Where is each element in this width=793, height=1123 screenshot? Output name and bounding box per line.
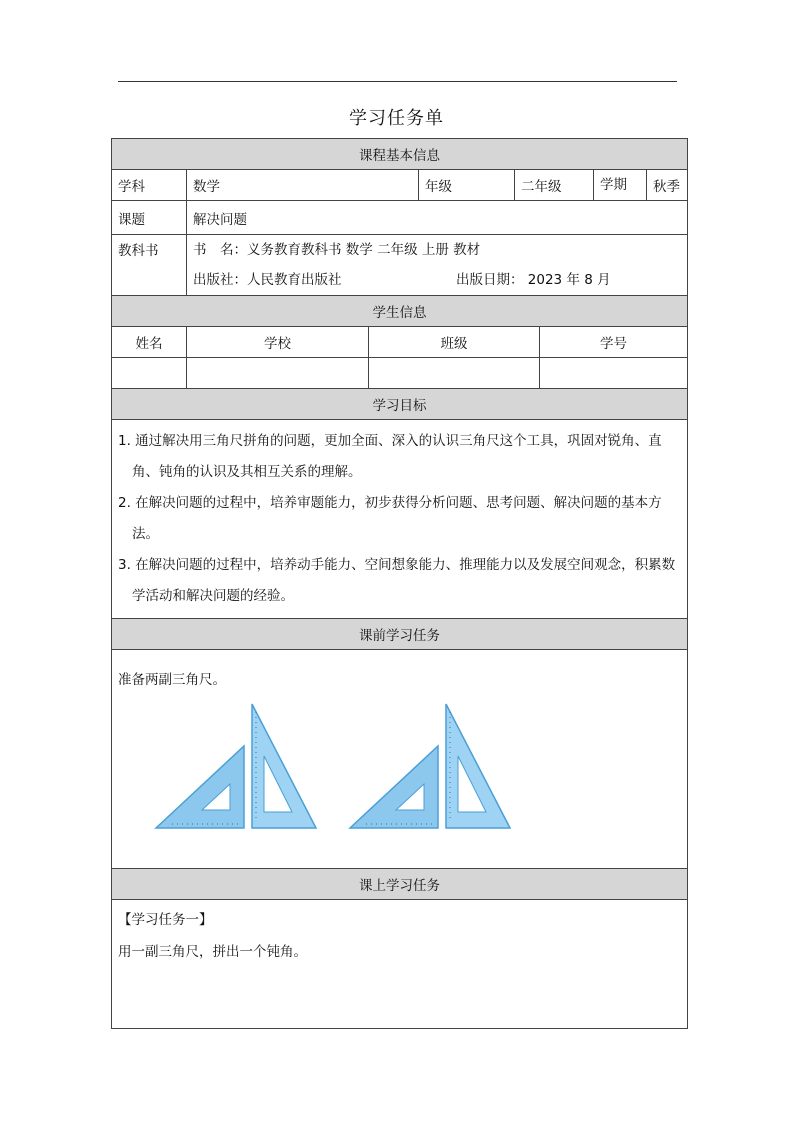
goals-list xyxy=(112,420,688,619)
class-task-cell xyxy=(112,900,688,1029)
term-cell xyxy=(594,170,688,201)
subject-label: 学科 xyxy=(112,170,187,201)
section-header-student: 学生信息 xyxy=(112,296,688,327)
topic-value: 解决问题 xyxy=(187,201,688,235)
pre-task-row xyxy=(112,650,688,869)
document-title: 学习任务单 xyxy=(349,108,444,129)
term-value: 秋季 xyxy=(653,179,680,195)
section-header-course: 课程基本信息 xyxy=(112,139,688,170)
goal-item: 2. 在解决问题的过程中，培养审题能力，初步获得分析问题、思考问题、解决问题的基本方法。 xyxy=(118,495,662,542)
topic-label: 课题 xyxy=(112,201,187,235)
student-school-label: 学校 xyxy=(187,327,369,358)
textbook-label: 教科书 xyxy=(112,235,187,296)
student-id-value xyxy=(540,358,688,389)
set-squares-illustration xyxy=(118,702,681,832)
goal-item: 3. 在解决问题的过程中，培养动手能力、空间想象能力、推理能力以及发展空间观念，积累数学活动和解决问题的经验。 xyxy=(118,557,676,604)
student-class-label: 班级 xyxy=(369,327,540,358)
grade-value: 二年级 xyxy=(515,170,594,201)
student-school-value xyxy=(187,358,369,389)
textbook-row xyxy=(112,235,688,296)
pub-date-line: 出版日期： 2023 年 8 月 xyxy=(456,272,611,288)
section-header-goals: 学习目标 xyxy=(112,389,688,420)
student-value-row xyxy=(112,358,688,389)
student-name-value xyxy=(112,358,187,389)
student-name-label: 姓名 xyxy=(112,327,187,358)
course-info-row xyxy=(112,170,688,201)
student-class-value xyxy=(369,358,540,389)
goal-item: 1. 通过解决用三角尺拼角的问题，更加全面、深入的认识三角尺这个工具，巩固对锐角、直角、钝角的认识及其相互关系的理解。 xyxy=(118,433,662,480)
subject-value: 数学 xyxy=(187,170,419,201)
set-square-pair-icon xyxy=(152,702,320,832)
section-header-pre-task: 课前学习任务 xyxy=(112,619,688,650)
term-label: 学期 xyxy=(594,170,647,200)
topic-row xyxy=(112,201,688,235)
class-task-text: 用一副三角尺，拼出一个钝角。 xyxy=(118,944,307,960)
header-rule xyxy=(118,81,677,82)
class-task-row xyxy=(112,900,688,1029)
publisher-line: 出版社：人民教育出版社 xyxy=(193,272,342,288)
pre-task-cell xyxy=(112,650,688,869)
book-name-line: 书 名：义务教育教科书 数学 二年级 上册 教材 xyxy=(193,242,481,258)
task-sheet-table xyxy=(111,138,688,1029)
section-header-class-task: 课上学习任务 xyxy=(112,869,688,900)
pre-task-text: 准备两副三角尺。 xyxy=(118,672,226,688)
student-header-row xyxy=(112,327,688,358)
set-square-pair-icon xyxy=(346,702,514,832)
grade-label: 年级 xyxy=(419,170,515,201)
goals-row xyxy=(112,420,688,619)
textbook-info xyxy=(187,235,688,296)
student-id-label: 学号 xyxy=(540,327,688,358)
publisher-date-line xyxy=(193,265,681,295)
class-task-heading: 【学习任务一】 xyxy=(118,912,213,928)
